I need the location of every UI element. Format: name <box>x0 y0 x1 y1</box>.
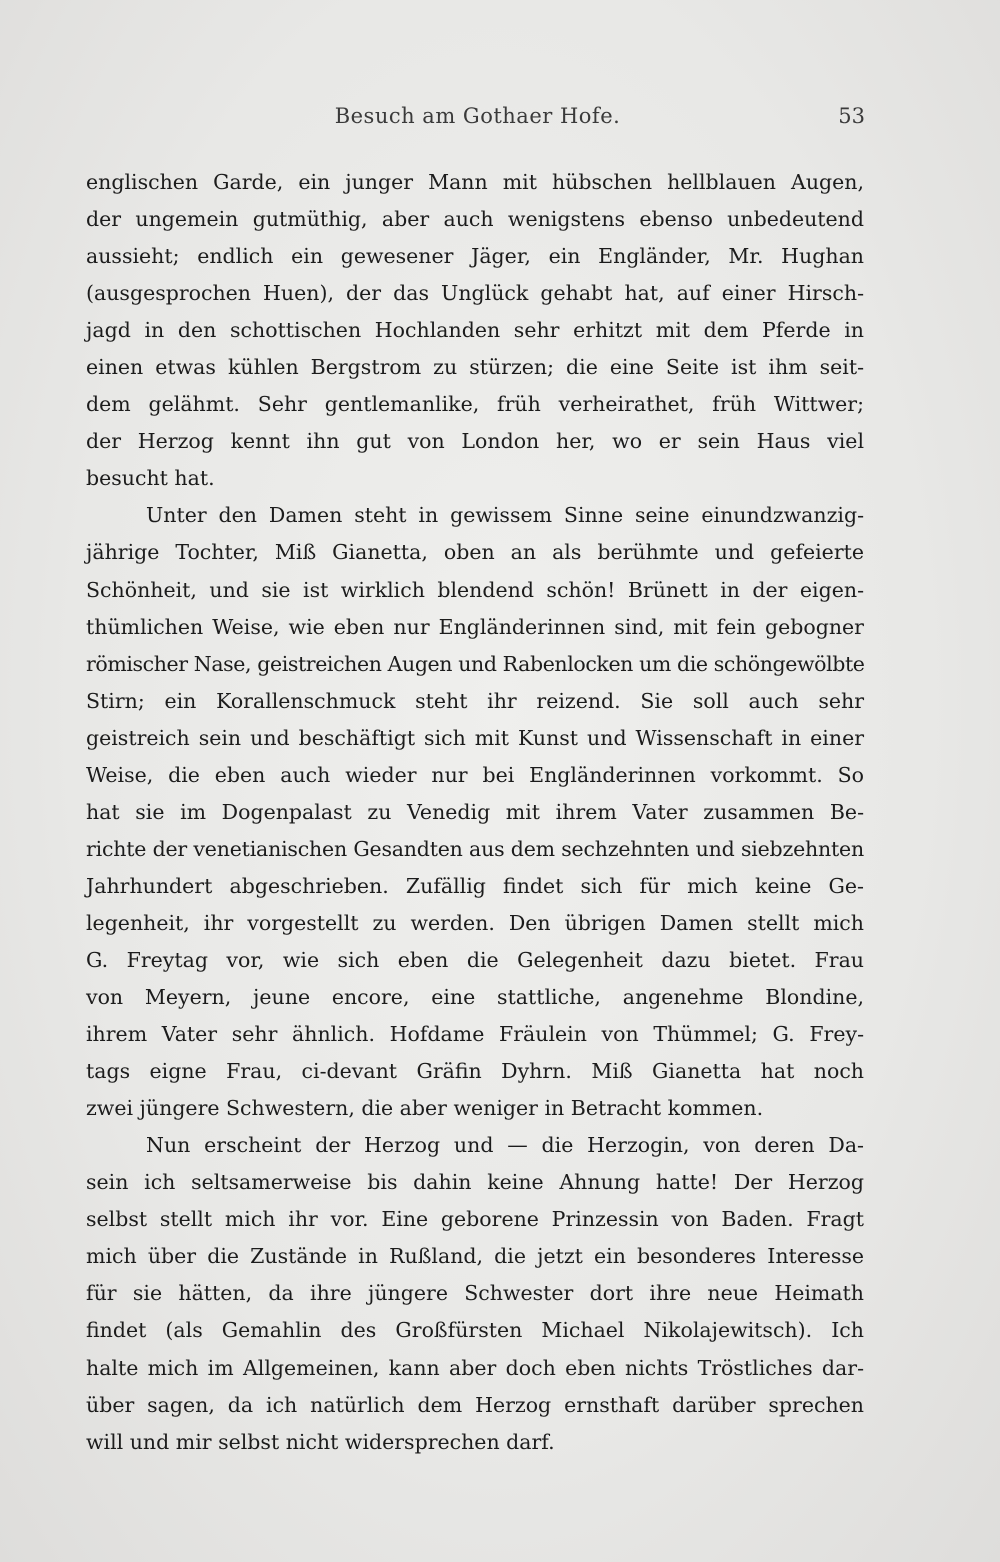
page-number: 53 <box>838 104 865 128</box>
body-text <box>86 164 864 1461</box>
running-head <box>80 104 875 136</box>
text-line: thümlichen Weise, wie eben nur Engländerinnen sind, mit fein gebogner <box>86 614 864 639</box>
text-line: aussieht; endlich ein gewesener Jäger, ein Engländer, Mr. Hughan <box>86 244 864 269</box>
text-line: legenheit, ihr vorgestellt zu werden. Den übrigen Damen stellt mich <box>86 910 864 935</box>
paragraph-first-line: Nun erscheint der Herzog und — die Herzogin, von deren Da- <box>146 1133 864 1158</box>
text-line: Stirn; ein Korallenschmuck steht ihr reizend. Sie soll auch sehr <box>86 688 864 713</box>
text-line: geistreich sein und beschäftigt sich mit Kunst und Wissenschaft in einer <box>86 725 864 750</box>
text-line: selbst stellt mich ihr vor. Eine geborene Prinzessin von Baden. Fragt <box>86 1207 864 1232</box>
text-line: der ungemein gutmüthig, aber auch wenigstens ebenso unbedeutend <box>86 207 864 232</box>
text-line: einen etwas kühlen Bergstrom zu stürzen; die eine Seite ist ihm seit- <box>86 355 864 380</box>
text-line: Schönheit, und sie ist wirklich blendend schön! Brünett in der eigen- <box>86 577 864 602</box>
text-line: über sagen, da ich natürlich dem Herzog ernsthaft darüber sprechen <box>86 1392 864 1417</box>
text-line: sein ich seltsamerweise bis dahin keine Ahnung hatte! Der Herzog <box>86 1170 864 1195</box>
text-line: richte der venetianischen Gesandten aus dem sechzehnten und siebzehnten <box>86 836 864 861</box>
text-line: Weise, die eben auch wieder nur bei Engländerinnen vorkommt. So <box>86 762 864 787</box>
text-line: jagd in den schottischen Hochlanden sehr erhitzt mit dem Pferde in <box>86 318 864 343</box>
text-line: Jahrhundert abgeschrieben. Zufällig findet sich für mich keine Ge- <box>86 873 864 898</box>
paragraph-first-line: Unter den Damen steht in gewissem Sinne seine einundzwanzig- <box>146 503 864 528</box>
running-title: Besuch am Gothaer Hofe. <box>334 104 621 128</box>
text-line: besucht hat. <box>86 466 215 491</box>
text-line: für sie hätten, da ihre jüngere Schwester dort ihre neue Heimath <box>86 1281 864 1306</box>
text-line: (ausgesprochen Huen), der das Unglück gehabt hat, auf einer Hirsch- <box>86 281 864 306</box>
text-line: englischen Garde, ein junger Mann mit hübschen hellblauen Augen, <box>86 170 864 194</box>
text-line: dem gelähmt. Sehr gentlemanlike, früh verheirathet, früh Wittwer; <box>86 392 864 417</box>
text-line: halte mich im Allgemeinen, kann aber doch eben nichts Tröstliches dar- <box>86 1355 864 1380</box>
text-line: hat sie im Dogenpalast zu Venedig mit ihrem Vater zusammen Be- <box>86 799 864 824</box>
text-line: tags eigne Frau, ci-devant Gräfin Dyhrn. Miß Gianetta hat noch <box>86 1059 864 1084</box>
text-line: der Herzog kennt ihn gut von London her, wo er sein Haus viel <box>86 429 864 454</box>
text-line: von Meyern, jeune encore, eine stattliche, angenehme Blondine, <box>86 985 864 1010</box>
text-line: G. Freytag vor, wie sich eben die Gelegenheit dazu bietet. Frau <box>86 947 864 972</box>
text-line: jährige Tochter, Miß Gianetta, oben an als berühmte und gefeierte <box>86 540 864 565</box>
text-line: will und mir selbst nicht widersprechen darf. <box>86 1429 555 1454</box>
text-line: zwei jüngere Schwestern, die aber weniger in Betracht kommen. <box>86 1096 764 1121</box>
text-line: ihrem Vater sehr ähnlich. Hofdame Fräulein von Thümmel; G. Frey- <box>86 1022 864 1047</box>
text-line: findet (als Gemahlin des Großfürsten Michael Nikolajewitsch). Ich <box>86 1318 864 1343</box>
text-line: mich über die Zustände in Rußland, die jetzt ein besonderes Interesse <box>86 1244 864 1269</box>
text-line: römischer Nase, geistreichen Augen und Rabenlocken um die schöngewölbte <box>86 651 865 676</box>
